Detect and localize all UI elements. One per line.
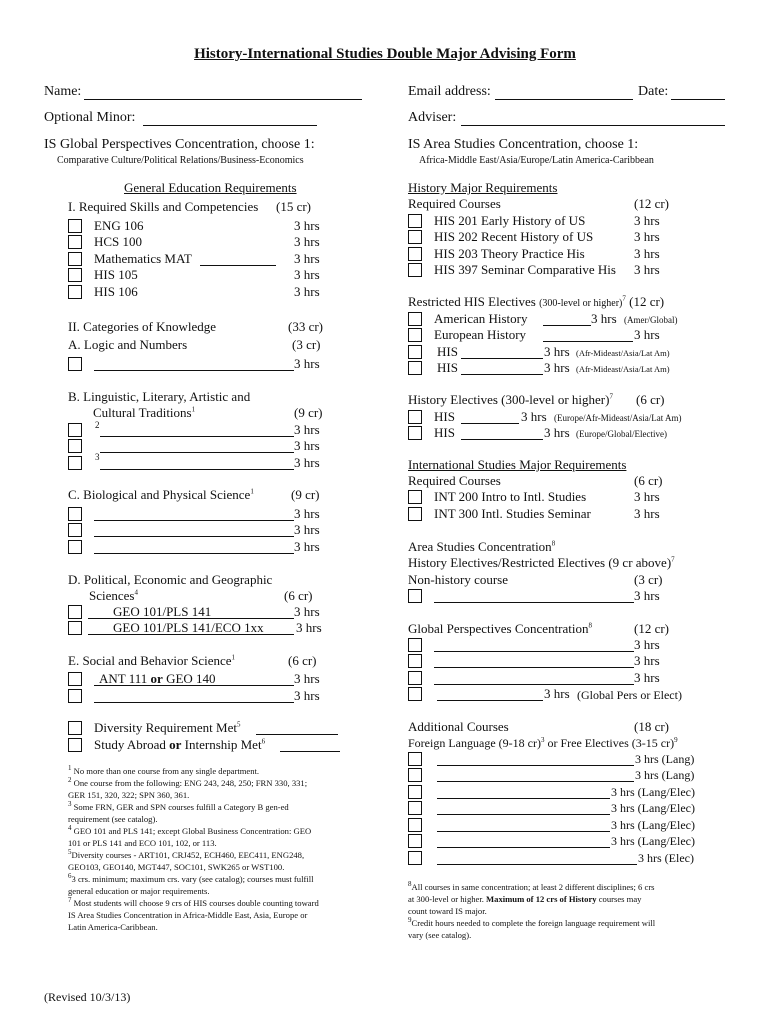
logic-title: A. Logic and Numbers: [68, 337, 188, 352]
area-studies-subtitle: History Electives/Restricted Electives (9 cr above)$^7$: [408, 555, 675, 570]
course-field[interactable]: [461, 374, 543, 375]
categories-title: II. Categories of Knowledge: [68, 319, 217, 334]
course-hours: 3 hrs (Lang/Elec): [611, 818, 695, 832]
global-concentration-options: Comparative Culture/Political Relations/Business-Economics: [57, 155, 304, 166]
course-hours: 3 hrs: [294, 251, 320, 266]
course-hours: 3 hrs: [294, 506, 320, 521]
checkbox[interactable]: [408, 638, 422, 652]
course-hours: 3 hrs: [634, 506, 660, 521]
course-label: INT 200 Intro to Intl. Studies: [434, 489, 587, 504]
course-hours: 3 hrs: [544, 360, 570, 375]
gen-ed-heading: General Education Requirements: [124, 180, 297, 195]
course-field[interactable]: [94, 685, 294, 686]
required-courses-credits: (12 cr): [634, 196, 670, 211]
global-concentration-title: IS Global Perspectives Concentration, choose 1:: [44, 137, 315, 152]
course-field[interactable]: [437, 700, 543, 701]
course-note: (Europe/Global/Elective): [576, 429, 667, 439]
categories-credits: (33 cr): [288, 319, 324, 334]
course-field[interactable]: [434, 684, 634, 685]
course-hours: 3 hrs: [634, 588, 660, 603]
checkbox[interactable]: [68, 621, 82, 635]
course-field[interactable]: [437, 781, 634, 782]
skills-section-credits: (15 cr): [276, 199, 312, 214]
course-hours: 3 hrs (Lang/Elec): [611, 785, 695, 799]
required-courses-title: Required Courses: [408, 196, 501, 211]
course-field[interactable]: [434, 667, 634, 668]
checkbox[interactable]: [408, 426, 422, 440]
checkbox[interactable]: [68, 672, 82, 686]
course-hours: 3 hrs (Lang): [635, 768, 695, 782]
checkbox[interactable]: [68, 235, 82, 249]
global-perspectives-title: Global Perspectives Concentration$^8$: [408, 621, 593, 636]
course-field[interactable]: [461, 423, 519, 424]
course-field[interactable]: [437, 847, 610, 848]
date-label: Date:: [638, 84, 669, 99]
course-hours: 3 hrs: [294, 688, 320, 703]
course-label: European History: [434, 327, 527, 342]
checkbox[interactable]: [408, 328, 422, 342]
course-field[interactable]: [88, 634, 294, 635]
course-hours: 3 hrs: [294, 218, 320, 233]
additional-courses-credits: (18 cr): [634, 719, 670, 734]
checkbox[interactable]: [408, 801, 422, 815]
course-field[interactable]: [94, 553, 294, 554]
checkbox[interactable]: [68, 523, 82, 537]
footnote-9-cont: vary (see catalog).: [408, 930, 472, 940]
footnote-9: $^9$Credit hours needed to complete the foreign language requirement will: [408, 916, 656, 928]
bio-title: C. Biological and Physical Science$^1$: [68, 487, 254, 502]
checkbox[interactable]: [408, 687, 422, 701]
checkbox[interactable]: [408, 851, 422, 865]
area-concentration-title: IS Area Studies Concentration, choose 1:: [408, 137, 639, 152]
social-title: E. Social and Behavior Science$^1$: [68, 653, 236, 668]
course-hours: 3 hrs: [294, 604, 320, 619]
abroad-label: Study Abroad or Internship Met$^6$: [94, 737, 266, 752]
checkbox[interactable]: [68, 268, 82, 282]
minor-field[interactable]: [143, 125, 317, 126]
footnote-7: $^7$ Most students will choose 9 crs of HIS courses double counting toward: [68, 896, 319, 908]
course-label: American History: [434, 311, 528, 326]
checkbox[interactable]: [68, 285, 82, 299]
course-hours: 3 hrs: [521, 409, 547, 424]
diversity-field[interactable]: [256, 734, 338, 735]
name-field[interactable]: [84, 99, 362, 100]
checkbox[interactable]: [408, 410, 422, 424]
course-hours: 3 hrs (Elec): [638, 851, 694, 865]
course-label: HIS 201 Early History of US: [434, 213, 586, 228]
course-field[interactable]: [461, 358, 543, 359]
course-field[interactable]: [100, 452, 294, 453]
course-hours: 3 hrs: [294, 539, 320, 554]
course-field[interactable]: [94, 520, 294, 521]
abroad-checkbox[interactable]: [68, 738, 82, 752]
footnote-8-cont: at 300-level or higher. Maximum of 12 crs of History courses may: [408, 894, 642, 904]
math-course-field[interactable]: [200, 265, 276, 266]
checkbox[interactable]: [408, 654, 422, 668]
additional-courses-title: Additional Courses: [408, 719, 509, 734]
footnote-marker: 3: [95, 452, 100, 462]
course-hours: 3 hrs: [544, 425, 570, 440]
course-label: HIS: [437, 344, 458, 359]
checkbox[interactable]: [408, 312, 422, 326]
minor-label: Optional Minor:: [44, 110, 136, 125]
course-field[interactable]: [100, 469, 294, 470]
footnote-7-cont: Latin America-Caribbean.: [68, 922, 158, 932]
course-label: HIS 397 Seminar Comparative His: [434, 262, 616, 277]
footnote-7-cont: IS Area Studies Concentration in Africa-Middle East, Asia, Europe or: [68, 910, 308, 920]
course-note: (Amer/Global): [624, 315, 678, 325]
diversity-label: Diversity Requirement Met$^5$: [94, 720, 241, 735]
course-field[interactable]: [437, 864, 637, 865]
course-field[interactable]: [100, 436, 294, 437]
bio-credits: (9 cr): [291, 487, 320, 502]
checkbox[interactable]: [68, 456, 82, 470]
skills-section-title: I. Required Skills and Competencies: [68, 199, 259, 214]
checkbox[interactable]: [68, 439, 82, 453]
course-field[interactable]: [434, 651, 634, 652]
email-field[interactable]: [495, 99, 633, 100]
date-field[interactable]: [671, 99, 725, 100]
footnote-8-cont: count toward IS major.: [408, 906, 487, 916]
course-hours: 3 hrs: [634, 489, 660, 504]
footnote-5-cont: GEO103, GEO140, MGT447, SOC101, SWK265 or WST100.: [68, 862, 285, 872]
checkbox[interactable]: [68, 605, 82, 619]
course-hours: 3 hrs: [294, 438, 320, 453]
footnote-2-cont: GER 151, 320, 322; SPN 360, 361.: [68, 790, 190, 800]
social-credits: (6 cr): [288, 653, 317, 668]
course-hours: 3 hrs: [591, 311, 617, 326]
course-hours: 3 hrs (Lang/Elec): [611, 834, 695, 848]
checkbox[interactable]: [408, 818, 422, 832]
course-label: GEO 101/PLS 141: [113, 604, 212, 619]
checkbox[interactable]: [408, 345, 422, 359]
checkbox[interactable]: [408, 768, 422, 782]
course-label: HIS: [434, 425, 455, 440]
footnote-2: $^2$ One course from the following: ENG 243, 248, 250; FRN 330, 331;: [68, 776, 308, 788]
course-field[interactable]: [437, 831, 610, 832]
course-hours: 3 hrs: [294, 671, 320, 686]
checkbox[interactable]: [68, 689, 82, 703]
foreign-language-label: Foreign Language (9-18 cr)$^3$ or Free Electives (3-15 cr)$^9$: [408, 736, 678, 750]
footnote-marker: 2: [95, 420, 100, 430]
checkbox[interactable]: [408, 507, 422, 521]
course-field[interactable]: [88, 618, 294, 619]
course-field[interactable]: [437, 798, 610, 799]
checkbox[interactable]: [408, 785, 422, 799]
footnote-4-cont: 101 or PLS 141 and ECO 101, 102, or 113.: [68, 838, 217, 848]
checkbox[interactable]: [68, 219, 82, 233]
footnote-4: $^4$ GEO 101 and PLS 141; except Global Business Concentration: GEO: [68, 824, 312, 836]
footnote-6: $^6$3 crs. minimum; maximum crs. vary (see catalog); courses must fulfill: [68, 872, 314, 884]
abroad-field[interactable]: [280, 751, 340, 752]
course-label: HIS 203 Theory Practice His: [434, 246, 585, 261]
checkbox[interactable]: [68, 357, 82, 371]
course-field[interactable]: [437, 765, 634, 766]
page-title: History-International Studies Double Major Advising Form: [194, 46, 576, 62]
checkbox[interactable]: [68, 540, 82, 554]
email-label: Email address:: [408, 84, 491, 99]
course-field[interactable]: [543, 341, 633, 342]
is-major-heading: International Studies Major Requirements: [408, 457, 627, 472]
diversity-checkbox[interactable]: [68, 721, 82, 735]
political-title-2: Sciences$^4$: [89, 588, 138, 603]
checkbox[interactable]: [408, 214, 422, 228]
course-label: GEO 101/PLS 141/ECO 1xx: [113, 620, 264, 635]
course-hours: 3 hrs: [634, 653, 660, 668]
course-note: (Afr-Mideast/Asia/Lat Am): [576, 364, 670, 374]
checkbox[interactable]: [68, 423, 82, 437]
course-hours: 3 hrs: [294, 522, 320, 537]
nonhistory-credits: (3 cr): [634, 572, 663, 587]
course-label: Mathematics MAT: [94, 251, 192, 266]
checkbox[interactable]: [408, 361, 422, 375]
course-field[interactable]: [94, 536, 294, 537]
course-hours: 3 hrs (Lang/Elec): [611, 801, 695, 815]
checkbox[interactable]: [68, 252, 82, 266]
course-label: HCS 100: [94, 234, 143, 249]
adviser-field[interactable]: [461, 125, 725, 126]
checkbox[interactable]: [408, 752, 422, 766]
area-concentration-options: Africa-Middle East/Asia/Europe/Latin America-Caribbean: [419, 155, 654, 166]
course-field[interactable]: [543, 325, 591, 326]
area-studies-title: Area Studies Concentration$^8$: [408, 539, 556, 554]
course-hours: 3 hrs: [634, 327, 660, 342]
political-title: D. Political, Economic and Geographic: [68, 572, 273, 587]
nonhistory-label: Non-history course: [408, 572, 509, 587]
course-hours: 3 hrs: [294, 267, 320, 282]
course-label: HIS: [434, 409, 455, 424]
history-electives-title: History Electives (300-level or higher)$^7$: [408, 392, 613, 407]
course-hours: 3 hrs: [294, 234, 320, 249]
course-label: HIS 202 Recent History of US: [434, 229, 594, 244]
political-credits: (6 cr): [284, 588, 313, 603]
checkbox[interactable]: [408, 589, 422, 603]
checkbox[interactable]: [408, 230, 422, 244]
course-hours: 3 hrs: [294, 284, 320, 299]
course-label: HIS: [437, 360, 458, 375]
course-hours: 3 hrs: [634, 670, 660, 685]
global-perspectives-credits: (12 cr): [634, 621, 670, 636]
footnote-8: $^8$All courses in same concentration; at least 2 different disciplines; 6 crs: [408, 880, 655, 892]
checkbox[interactable]: [408, 247, 422, 261]
course-field[interactable]: [94, 370, 294, 371]
revised-date: (Revised 10/3/13): [44, 990, 131, 1004]
course-hours: 3 hrs: [634, 637, 660, 652]
course-label: HIS 106: [94, 284, 138, 299]
course-field[interactable]: [94, 702, 294, 703]
footnote-3: $^3$ Some FRN, GER and SPN courses fulfill a Category B gen-ed: [68, 800, 289, 812]
footnote-5: $^5$Diversity courses - ART101, CRJ452, ECH460, EEC411, ENG248,: [68, 848, 305, 860]
adviser-label: Adviser:: [408, 110, 457, 125]
course-field[interactable]: [434, 602, 634, 603]
course-label: INT 300 Intl. Studies Seminar: [434, 506, 591, 521]
course-hours: 3 hrs: [544, 686, 570, 701]
footnote-3-cont: requirement (see catalog).: [68, 814, 158, 824]
footnote-6-cont: general education or major requirements.: [68, 886, 210, 896]
checkbox[interactable]: [408, 671, 422, 685]
course-hours: 3 hrs: [634, 246, 660, 261]
history-major-heading: History Major Requirements: [408, 180, 558, 195]
checkbox[interactable]: [408, 490, 422, 504]
course-label: HIS 105: [94, 267, 138, 282]
linguistic-title: B. Linguistic, Literary, Artistic and: [68, 389, 251, 404]
linguistic-credits: (9 cr): [294, 405, 323, 420]
course-hours: 3 hrs: [634, 229, 660, 244]
restricted-title: Restricted HIS Electives (300-level or higher)$^7$ (12 cr): [408, 294, 665, 309]
history-electives-credits: (6 cr): [636, 392, 665, 407]
course-label: ENG 106: [94, 218, 144, 233]
course-note: (Global Pers or Elect): [577, 688, 682, 702]
course-hours: 3 hrs (Lang): [635, 752, 695, 766]
course-hours: 3 hrs: [544, 344, 570, 359]
course-field[interactable]: [437, 814, 610, 815]
logic-credits: (3 cr): [292, 337, 321, 352]
name-label: Name:: [44, 84, 82, 99]
course-label: ANT 111 or GEO 140: [99, 671, 216, 686]
course-field[interactable]: [461, 439, 543, 440]
course-note: (Afr-Mideast/Asia/Lat Am): [576, 348, 670, 358]
is-required-title: Required Courses: [408, 473, 501, 488]
course-hours: 3 hrs: [634, 213, 660, 228]
course-hours: 3 hrs: [294, 422, 320, 437]
linguistic-title-2: Cultural Traditions$^1$: [93, 405, 196, 420]
checkbox[interactable]: [68, 507, 82, 521]
course-hours: 3 hrs: [294, 356, 320, 371]
checkbox[interactable]: [408, 834, 422, 848]
course-hours: 3 hrs: [294, 455, 320, 470]
course-hours: 3 hrs: [296, 620, 322, 635]
is-required-credits: (6 cr): [634, 473, 663, 488]
course-note: (Europe/Afr-Mideast/Asia/Lat Am): [554, 413, 682, 423]
footnote-1: $^1$ No more than one course from any single department.: [68, 764, 260, 776]
checkbox[interactable]: [408, 263, 422, 277]
course-hours: 3 hrs: [634, 262, 660, 277]
